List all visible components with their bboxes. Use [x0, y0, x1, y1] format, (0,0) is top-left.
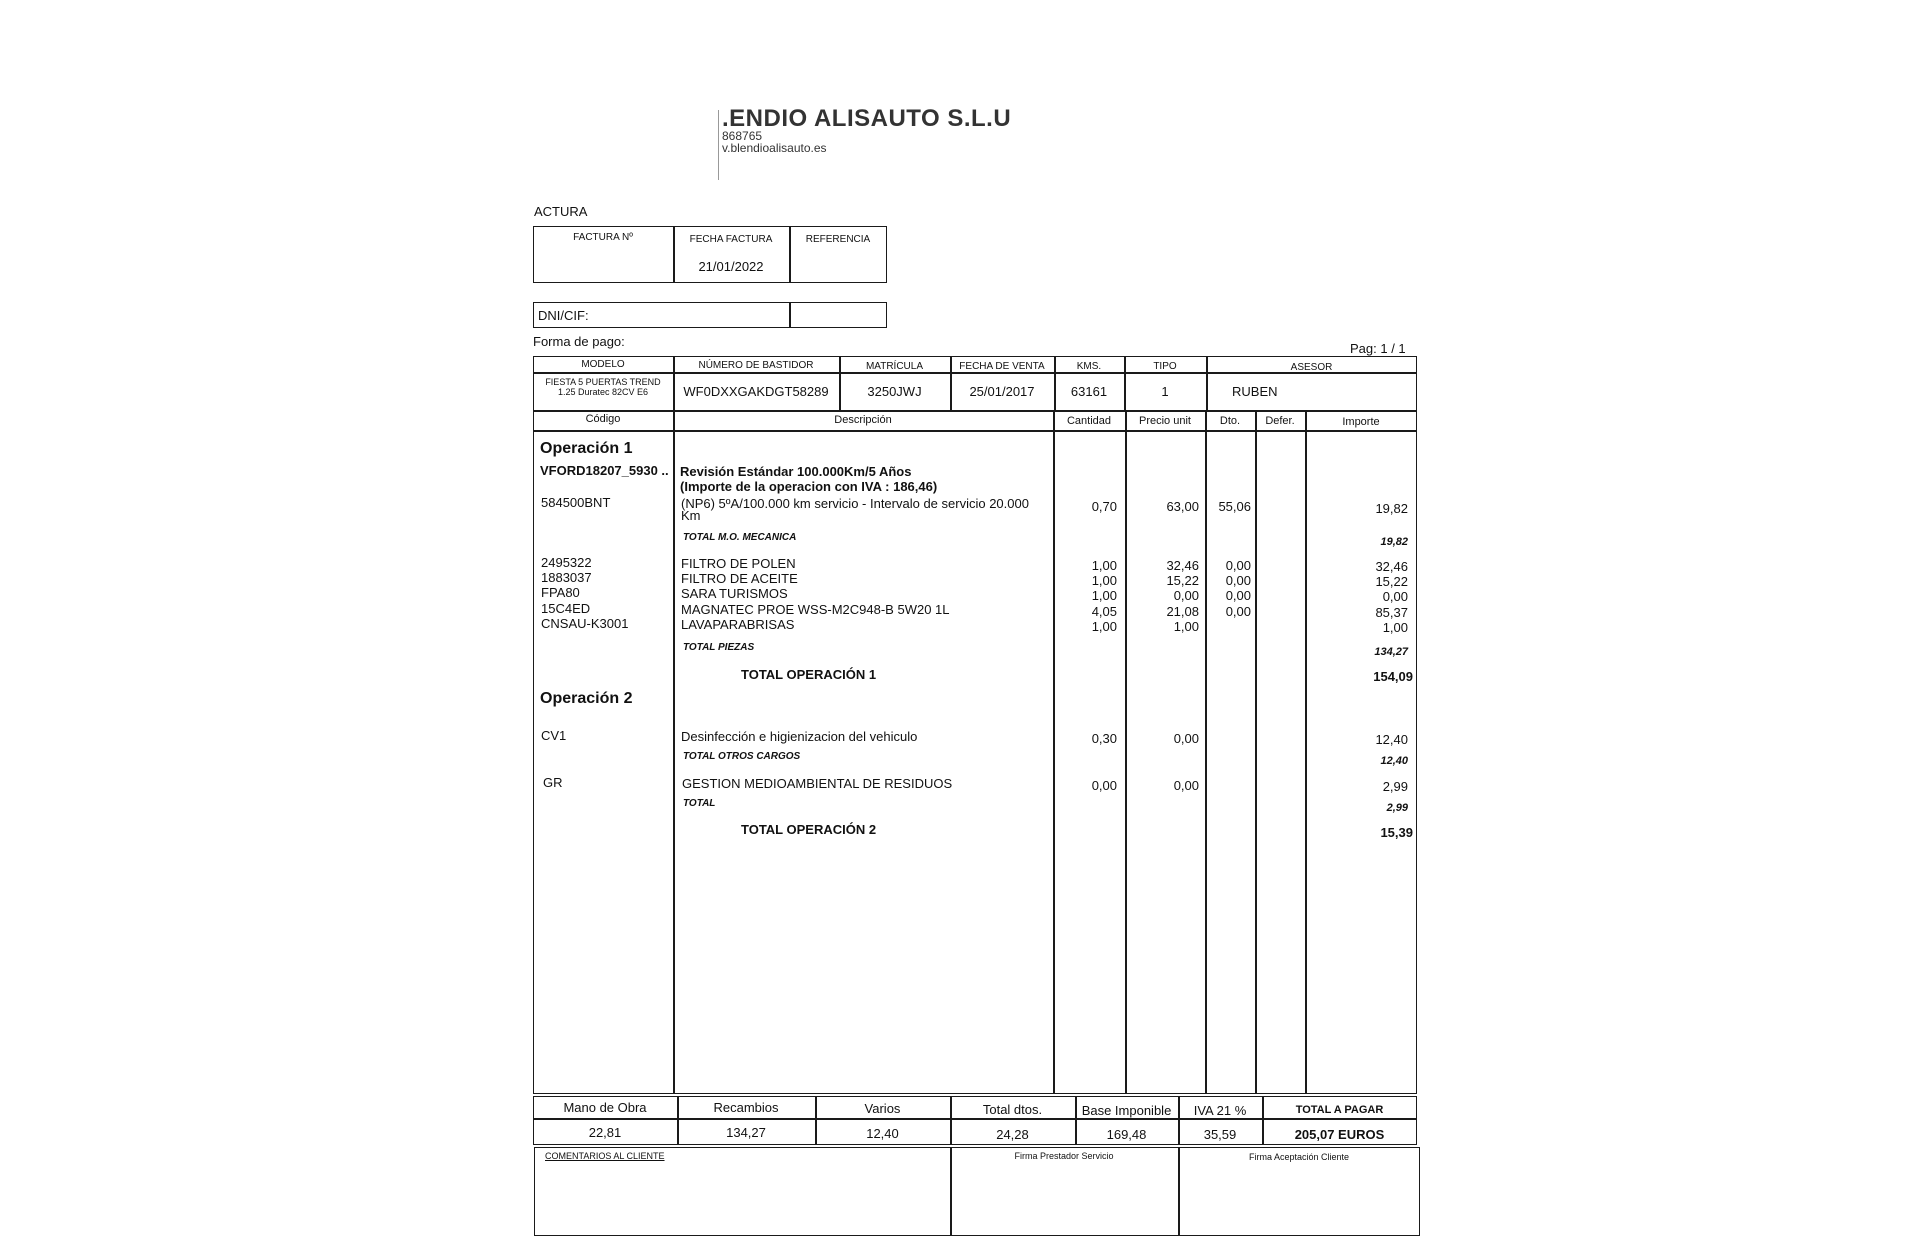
- part-precio: 21,08: [1166, 604, 1199, 619]
- part-precio: 1,00: [1173, 619, 1199, 634]
- part-precio: 0,00: [1173, 588, 1199, 603]
- part-importe: 32,46: [1375, 559, 1408, 574]
- op1-code: VFORD18207_5930 ..: [540, 463, 669, 478]
- scan-mark: [718, 110, 719, 180]
- part-importe: 0,00: [1382, 589, 1408, 604]
- vh-bastidor: NÚMERO DE BASTIDOR: [698, 360, 814, 371]
- part-dto: 0,00: [1225, 558, 1251, 573]
- summary-recambios: 134,27: [726, 1125, 766, 1140]
- col-importe: Importe: [1342, 416, 1380, 428]
- comentarios-label: COMENTARIOS AL CLIENTE: [545, 1151, 665, 1161]
- summary-varios: 12,40: [866, 1126, 899, 1141]
- summary-label-total-dtos: Total dtos.: [982, 1102, 1043, 1117]
- part-desc: MAGNATEC PROE WSS-M2C948-B 5W20 1L: [681, 602, 950, 617]
- part-importe: 1,00: [1382, 620, 1408, 635]
- vh-fecha-venta: FECHA DE VENTA: [959, 361, 1045, 372]
- op2-total-sub-label: TOTAL: [683, 798, 716, 809]
- doc-title: ACTURA: [534, 204, 588, 219]
- op2-item2-importe: 2,99: [1382, 779, 1408, 794]
- summary-label-recambios: Recambios: [713, 1100, 779, 1115]
- part-dto: 0,00: [1225, 588, 1251, 603]
- vehicle-modelo-1: FIESTA 5 PUERTAS TREND: [545, 377, 661, 387]
- col-dto: Dto.: [1219, 415, 1241, 427]
- op1-total-piezas-value: 134,27: [1374, 646, 1408, 658]
- part-cantidad: 4,05: [1091, 604, 1117, 619]
- op1-total-mo-value: 19,82: [1380, 536, 1408, 548]
- part-cantidad: 1,00: [1091, 588, 1117, 603]
- vh-kms: KMS.: [1076, 361, 1102, 372]
- vehicle-fecha-venta: 25/01/2017: [969, 384, 1035, 399]
- op1-total-value: 154,09: [1373, 669, 1413, 684]
- part-importe: 85,37: [1375, 605, 1408, 620]
- summary-label-varios: Varios: [864, 1101, 901, 1116]
- part-desc: FILTRO DE ACEITE: [681, 571, 798, 586]
- col-codigo: Código: [585, 413, 621, 425]
- op2-item1-code: CV1: [541, 728, 567, 743]
- summary-mano-obra: 22,81: [588, 1125, 622, 1140]
- part-code: 15C4ED: [541, 601, 591, 616]
- col-precio: Precio unit: [1139, 415, 1191, 427]
- dni-label: DNI/CIF:: [538, 308, 589, 323]
- op2-total-label: TOTAL OPERACIÓN 2: [741, 822, 877, 837]
- vh-tipo: TIPO: [1153, 361, 1177, 372]
- fecha-factura-value: 21/01/2022: [698, 259, 764, 274]
- summary-label-iva: IVA 21 %: [1193, 1103, 1247, 1118]
- op2-total-otros-label: TOTAL OTROS CARGOS: [683, 751, 801, 762]
- referencia-label: REFERENCIA: [805, 234, 871, 245]
- vh-matricula: MATRÍCULA: [865, 361, 924, 372]
- op1-labor-importe: 19,82: [1375, 501, 1408, 516]
- col-descripcion: Descripción: [834, 414, 892, 426]
- part-cantidad: 1,00: [1091, 558, 1117, 573]
- op2-item2-cantidad: 0,00: [1091, 778, 1117, 793]
- firma-cliente-label: Firma Aceptación Cliente: [1248, 1152, 1350, 1162]
- vh-modelo: MODELO: [581, 359, 625, 370]
- part-dto: 0,00: [1225, 573, 1251, 588]
- page-number: Pag: 1 / 1: [1350, 341, 1406, 356]
- vehicle-modelo-2: 1.25 Duratec 82CV E6: [557, 387, 649, 397]
- op2-item2-code: GR: [543, 775, 563, 790]
- col-defer: Defer.: [1265, 415, 1295, 427]
- part-precio: 15,22: [1166, 573, 1199, 588]
- op2-item1-desc: Desinfección e higienizacion del vehiculo: [681, 729, 918, 744]
- op2-item1-importe: 12,40: [1375, 732, 1408, 747]
- summary-total-dtos: 24,28: [996, 1127, 1029, 1142]
- op2-total-otros-value: 12,40: [1380, 755, 1408, 767]
- vehicle-bastidor: WF0DXXGAKDGT58289: [683, 384, 829, 399]
- col-cantidad: Cantidad: [1066, 415, 1112, 427]
- op1-title: Operación 1: [540, 440, 633, 457]
- op2-item1-precio: 0,00: [1173, 731, 1199, 746]
- part-desc: SARA TURISMOS: [681, 586, 788, 601]
- company-phone: 868765: [722, 129, 763, 143]
- op1-desc-2: (Importe de la operacion con IVA : 186,46): [680, 479, 938, 494]
- company-name: .ENDIO ALISAUTO S.L.U: [722, 105, 1012, 132]
- op2-item1-cantidad: 0,30: [1091, 731, 1117, 746]
- op1-total-piezas-label: TOTAL PIEZAS: [683, 642, 755, 653]
- summary-label-mano-obra: Mano de Obra: [563, 1100, 647, 1115]
- op1-labor-desc-1: (NP6) 5ºA/100.000 km servicio - Intervalo de servicio 20.000: [681, 496, 1029, 511]
- part-desc: FILTRO DE POLEN: [681, 556, 796, 571]
- part-code: 1883037: [541, 570, 592, 585]
- part-importe: 15,22: [1375, 574, 1408, 589]
- op1-total-mo-label: TOTAL M.O. MECANICA: [683, 532, 797, 543]
- op2-title: Operación 2: [540, 690, 633, 707]
- op1-total-label: TOTAL OPERACIÓN 1: [741, 667, 877, 682]
- op2-total-value: 15,39: [1380, 825, 1413, 840]
- op2-item2-precio: 0,00: [1173, 778, 1199, 793]
- op1-labor-dto: 55,06: [1218, 499, 1251, 514]
- summary-label-total: TOTAL A PAGAR: [1295, 1104, 1384, 1116]
- op2-item2-desc: GESTION MEDIOAMBIENTAL DE RESIDUOS: [682, 776, 953, 791]
- op1-desc-1: Revisión Estándar 100.000Km/5 Años: [680, 464, 912, 479]
- vh-asesor: ASESOR: [1290, 362, 1333, 373]
- op1-labor-precio: 63,00: [1166, 499, 1199, 514]
- vehicle-asesor: RUBEN: [1232, 384, 1278, 399]
- vehicle-tipo: 1: [1161, 384, 1169, 399]
- summary-label-base: Base Imponible: [1081, 1103, 1172, 1118]
- company-web: v.blendioalisauto.es: [722, 141, 827, 155]
- part-cantidad: 1,00: [1091, 573, 1117, 588]
- part-desc: LAVAPARABRISAS: [681, 617, 795, 632]
- op2-total-sub-value: 2,99: [1386, 802, 1408, 814]
- summary-total: 205,07 EUROS: [1294, 1127, 1385, 1142]
- op1-labor-code: 584500BNT: [541, 495, 611, 510]
- part-precio: 32,46: [1166, 558, 1199, 573]
- vehicle-matricula: 3250JWJ: [867, 384, 922, 399]
- summary-iva: 35,59: [1203, 1127, 1237, 1142]
- part-code: CNSAU-K3001: [541, 616, 629, 631]
- op1-labor-desc-2: Km: [681, 508, 701, 523]
- part-cantidad: 1,00: [1091, 619, 1117, 634]
- firma-prestador-label: Firma Prestador Servicio: [1014, 1151, 1114, 1161]
- summary-base: 169,48: [1106, 1127, 1147, 1142]
- part-code: 2495322: [541, 555, 592, 570]
- vehicle-kms: 63161: [1070, 384, 1108, 399]
- factura-no-label: FACTURA Nº: [573, 232, 633, 243]
- fecha-factura-label: FECHA FACTURA: [689, 234, 773, 245]
- op1-labor-cantidad: 0,70: [1091, 499, 1117, 514]
- part-code: FPA80: [541, 585, 580, 600]
- forma-pago-label: Forma de pago:: [533, 334, 625, 349]
- part-dto: 0,00: [1225, 604, 1251, 619]
